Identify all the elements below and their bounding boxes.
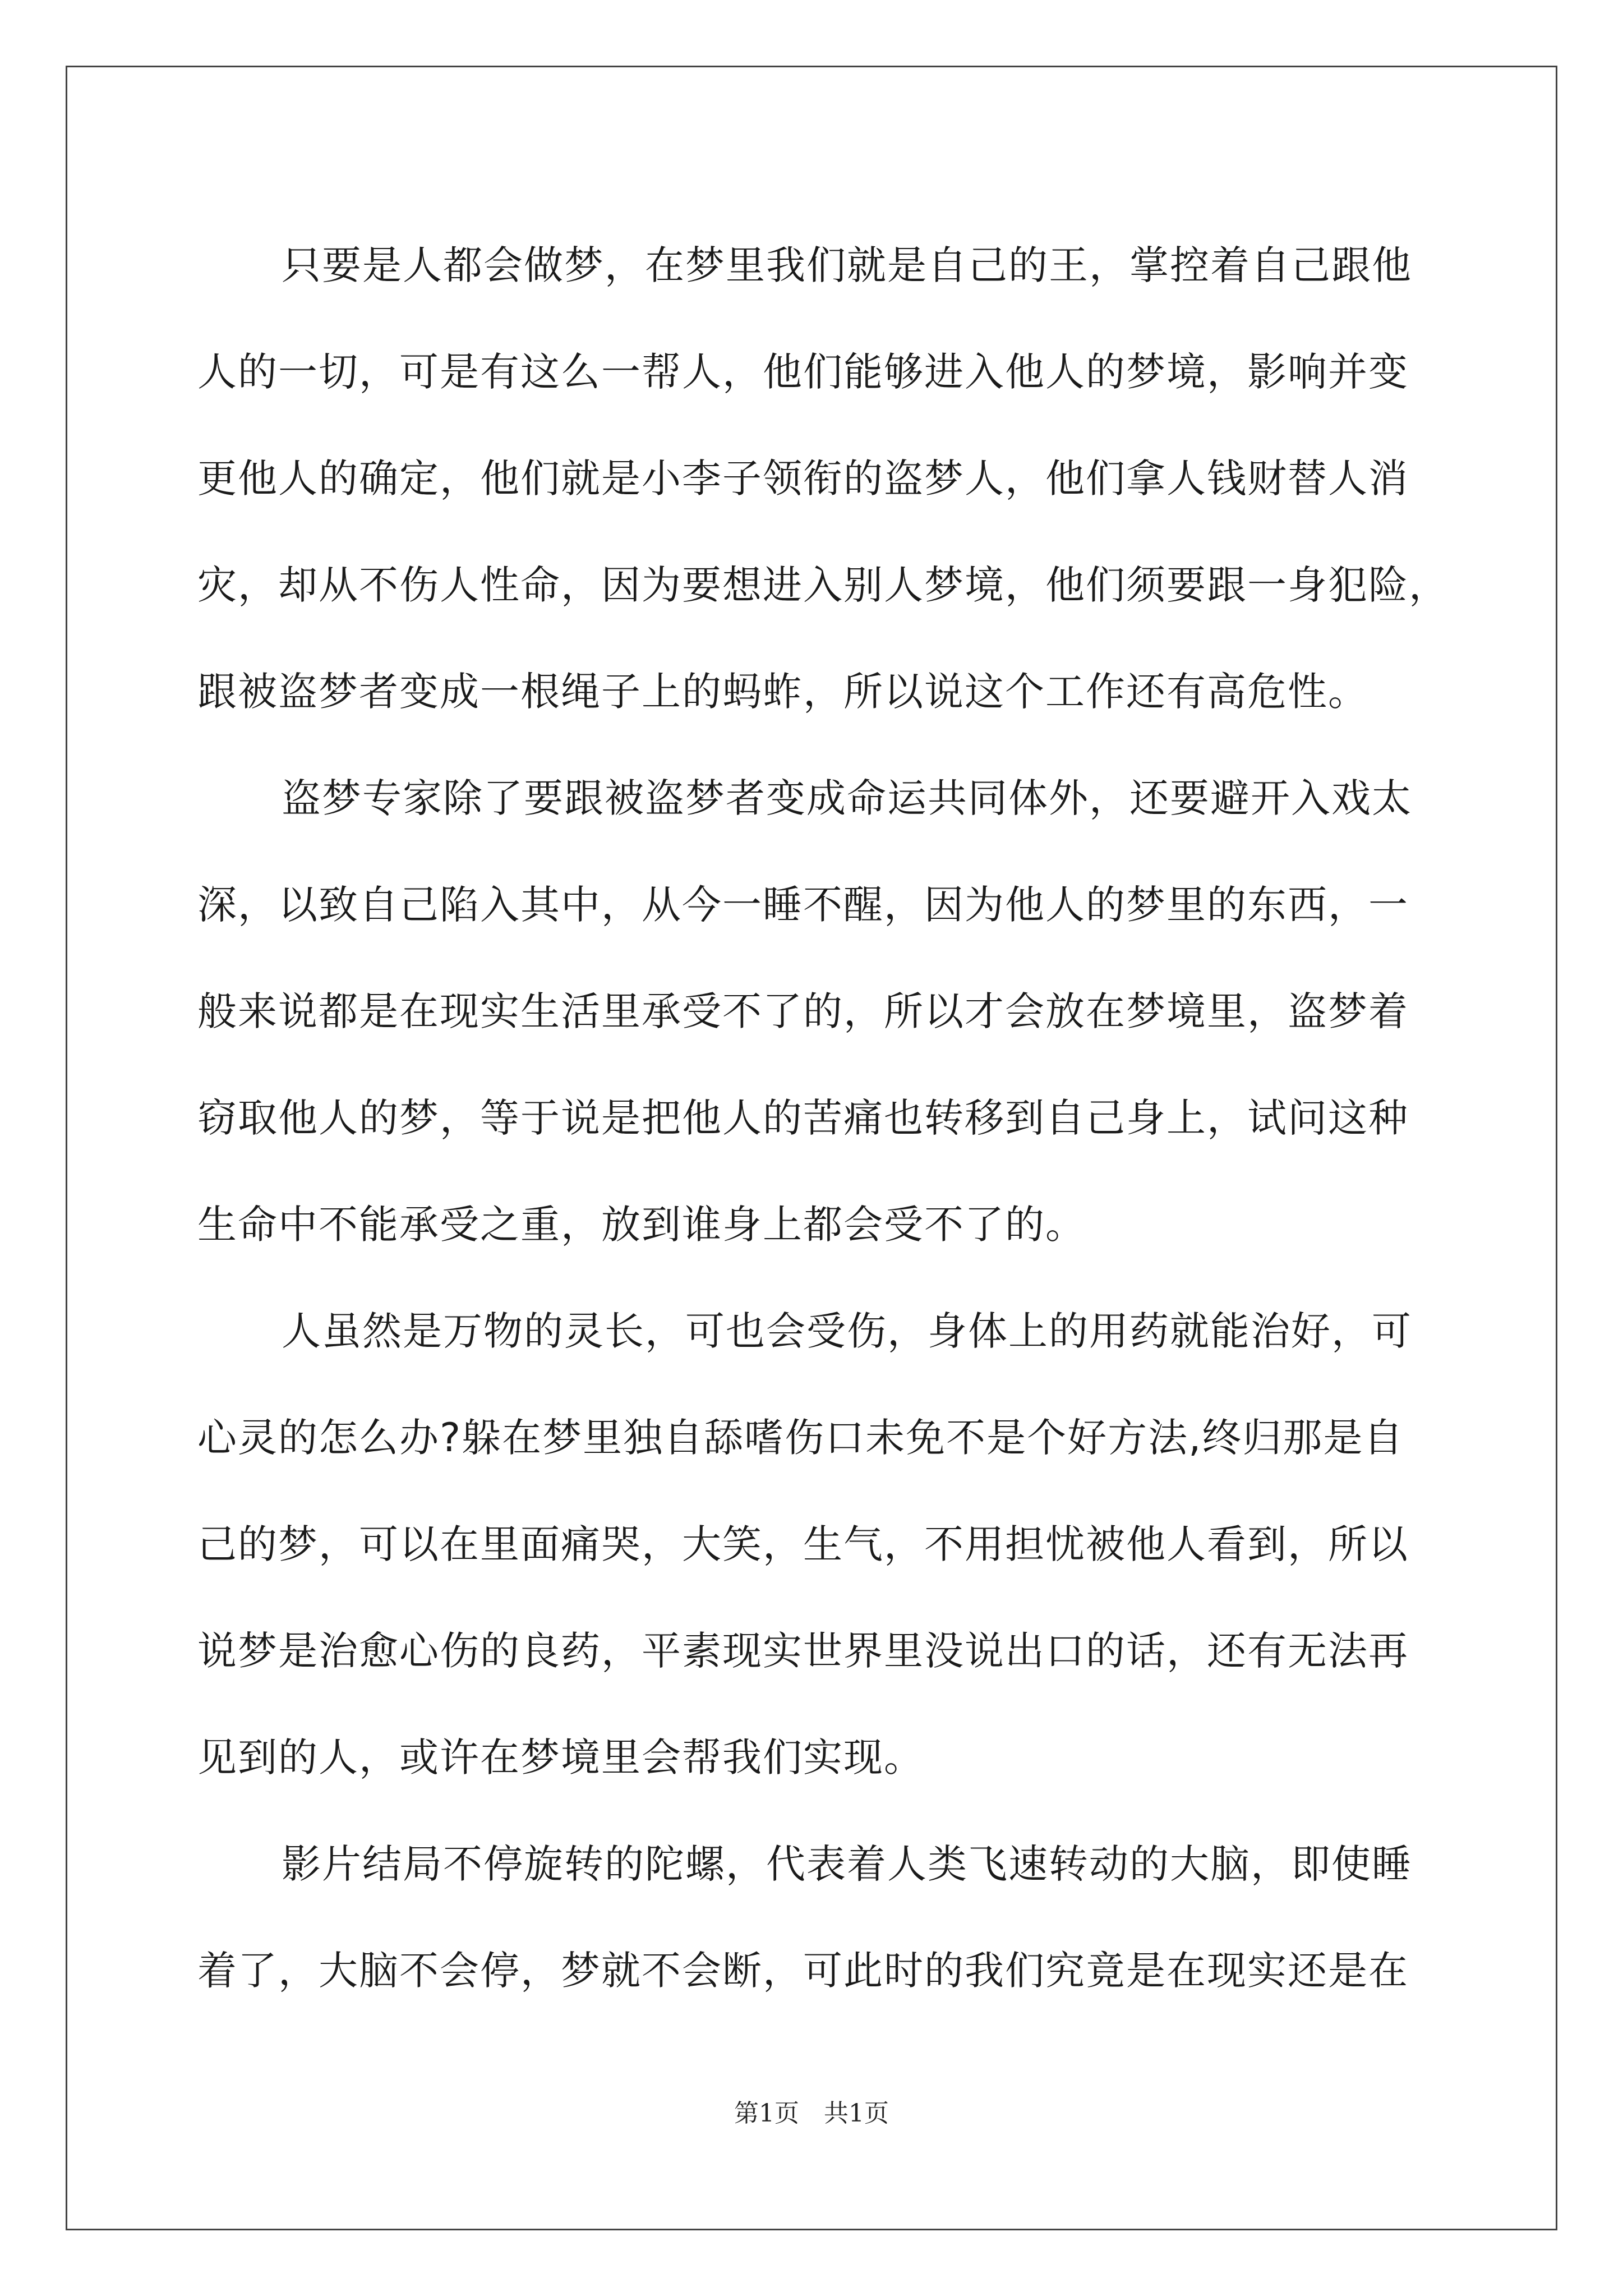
paragraph-2-line-1: 盗梦专家除了要跟被盗梦者变成命运共同体外，还要避开入戏太: [282, 775, 1412, 821]
paragraph-2-line-3: 般来说都是在现实生活里承受不了的，所以才会放在梦境里，盗梦着: [197, 988, 1409, 1034]
document-body: [197, 212, 1449, 2024]
paragraph-3-line-1: 人虽然是万物的灵长，可也会受伤，身体上的用药就能治好，可: [282, 1308, 1412, 1354]
paragraph-1-line-2: 人的一切，可是有这么一帮人，他们能够进入他人的梦境，影响并变: [197, 349, 1409, 395]
paragraph-1-line-1: 只要是人都会做梦，在梦里我们就是自己的王，掌控着自己跟他: [282, 242, 1412, 288]
paragraph-2-line-4: 窃取他人的梦，等于说是把他人的苦痛也转移到自己身上，试问这种: [197, 1095, 1409, 1141]
paragraph-3-line-2: 心灵的怎么办?躲在梦里独自舔嗜伤口未免不是个好方法,终归那是自: [197, 1415, 1404, 1461]
paragraph-2-line-5: 生命中不能承受之重，放到谁身上都会受不了的。: [197, 1202, 1086, 1248]
paragraph-2-line-2: 深，以致自己陷入其中，从今一睡不醒，因为他人的梦里的东西，一: [197, 882, 1409, 928]
paragraph-3-line-4: 说梦是治愈心伤的良药，平素现实世界里没说出口的话，还有无法再: [197, 1628, 1409, 1674]
paragraph-4-line-2: 着了，大脑不会停，梦就不会断，可此时的我们究竟是在现实还是在: [197, 1948, 1409, 1994]
page-footer: [0, 2097, 1623, 2131]
paragraph-1-line-4: 灾，却从不伤人性命，因为要想进入别人梦境，他们须要跟一身犯险，: [197, 562, 1449, 608]
paragraph-4-line-1: 影片结局不停旋转的陀螺，代表着人类飞速转动的大脑，即使睡: [282, 1841, 1412, 1887]
page-number-current: 第1页: [734, 2099, 799, 2128]
paragraph-3-line-5: 见到的人，或许在梦境里会帮我们实现。: [197, 1734, 924, 1780]
paragraph-3-line-3: 己的梦，可以在里面痛哭，大笑，生气，不用担忧被他人看到，所以: [197, 1521, 1409, 1567]
paragraph-1-line-3: 更他人的确定，他们就是小李子领衔的盗梦人，他们拿人钱财替人消: [197, 455, 1409, 501]
page-number-total: 共1页: [824, 2099, 889, 2128]
paragraph-1-line-5: 跟被盗梦者变成一根绳子上的蚂蚱，所以说这个工作还有高危性。: [197, 669, 1368, 715]
